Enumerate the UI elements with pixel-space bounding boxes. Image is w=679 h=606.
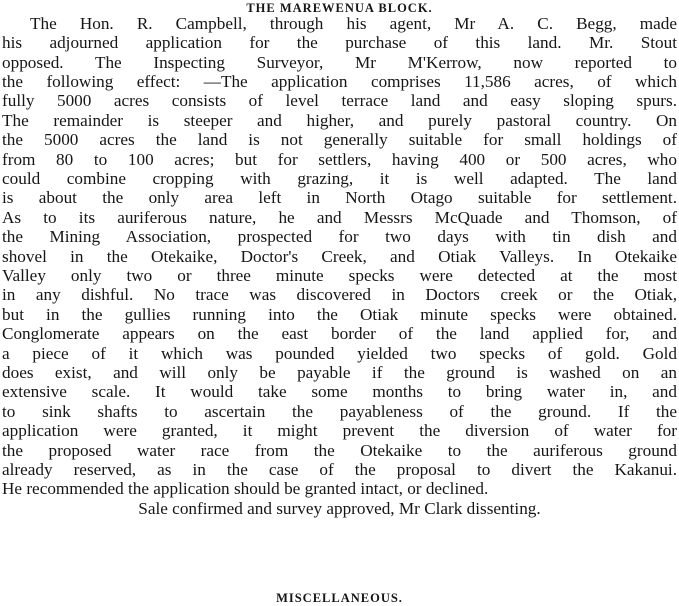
article-line-6: The remainder is steeper and higher, and purely pastoral country. On — [2, 111, 677, 130]
article-line-8: from 80 to 100 acres; but for settlers, having 400 or 500 acres, who — [2, 150, 677, 169]
next-section-heading: MISCELLANEOUS. — [276, 591, 403, 605]
article-line-13: shovel in the Otekaike, Doctor's Creek, and Otiak Valleys. In Otekaike — [2, 247, 677, 266]
article-line-1: The Hon. R. Campbell, through his agent, Mr A. C. Begg, made — [30, 14, 677, 33]
article-line-19: does exist, and will only be payable if the ground is washed on an — [2, 363, 677, 382]
article-line-4: the following effect: —The application comprises 11,586 acres, of which — [2, 72, 677, 91]
article-line-11: As to its auriferous nature, he and Messrs McQuade and Thomson, of — [2, 208, 677, 227]
article-heading: THE MAREWENUA BLOCK. — [246, 1, 433, 15]
article-line-20: extensive scale. It would take some months to bring water in, and — [2, 382, 677, 401]
article-line-2: his adjourned application for the purchase of this land. Mr. Stout — [2, 33, 677, 52]
article-line-7: the 5000 acres the land is not generally suitable for small holdings of — [2, 130, 677, 149]
article-line-21: to sink shafts to ascertain the payableness of the ground. If the — [2, 402, 677, 421]
article-line-16: but in the gullies running into the Otiak minute specks were obtained. — [2, 305, 677, 324]
article-line-18: a piece of it which was pounded yielded two specks of gold. Gold — [2, 344, 677, 363]
article-line-17: Conglomerate appears on the east border of the land applied for, and — [2, 324, 677, 343]
article-line-14: Valley only two or three minute specks were detected at the most — [2, 266, 677, 285]
article-line-22: application were granted, it might prevent the diversion of water for — [2, 421, 677, 440]
article-line-24: already reserved, as in the case of the proposal to divert the Kakanui. — [2, 460, 677, 479]
article-closing-line: Sale confirmed and survey approved, Mr Clark dissenting. — [138, 499, 541, 518]
article-line-5: fully 5000 acres consists of level terrace land and easy sloping spurs. — [2, 91, 677, 110]
article-line-12: the Mining Association, prospected for two days with tin dish and — [2, 227, 677, 246]
article-line-3: opposed. The Inspecting Surveyor, Mr M'Kerrow, now reported to — [2, 53, 677, 72]
article-line-15: in any dishful. No trace was discovered in Doctors creek or the Otiak, — [2, 285, 677, 304]
article-line-23: the proposed water race from the Otekaike to the auriferous ground — [2, 441, 677, 460]
article-line-10: is about the only area left in North Otago suitable for settlement. — [2, 188, 677, 207]
article-line-9: could combine cropping with grazing, it is well adapted. The land — [2, 169, 677, 188]
article-line-25: He recommended the application should be granted intact, or declined. — [2, 479, 489, 498]
